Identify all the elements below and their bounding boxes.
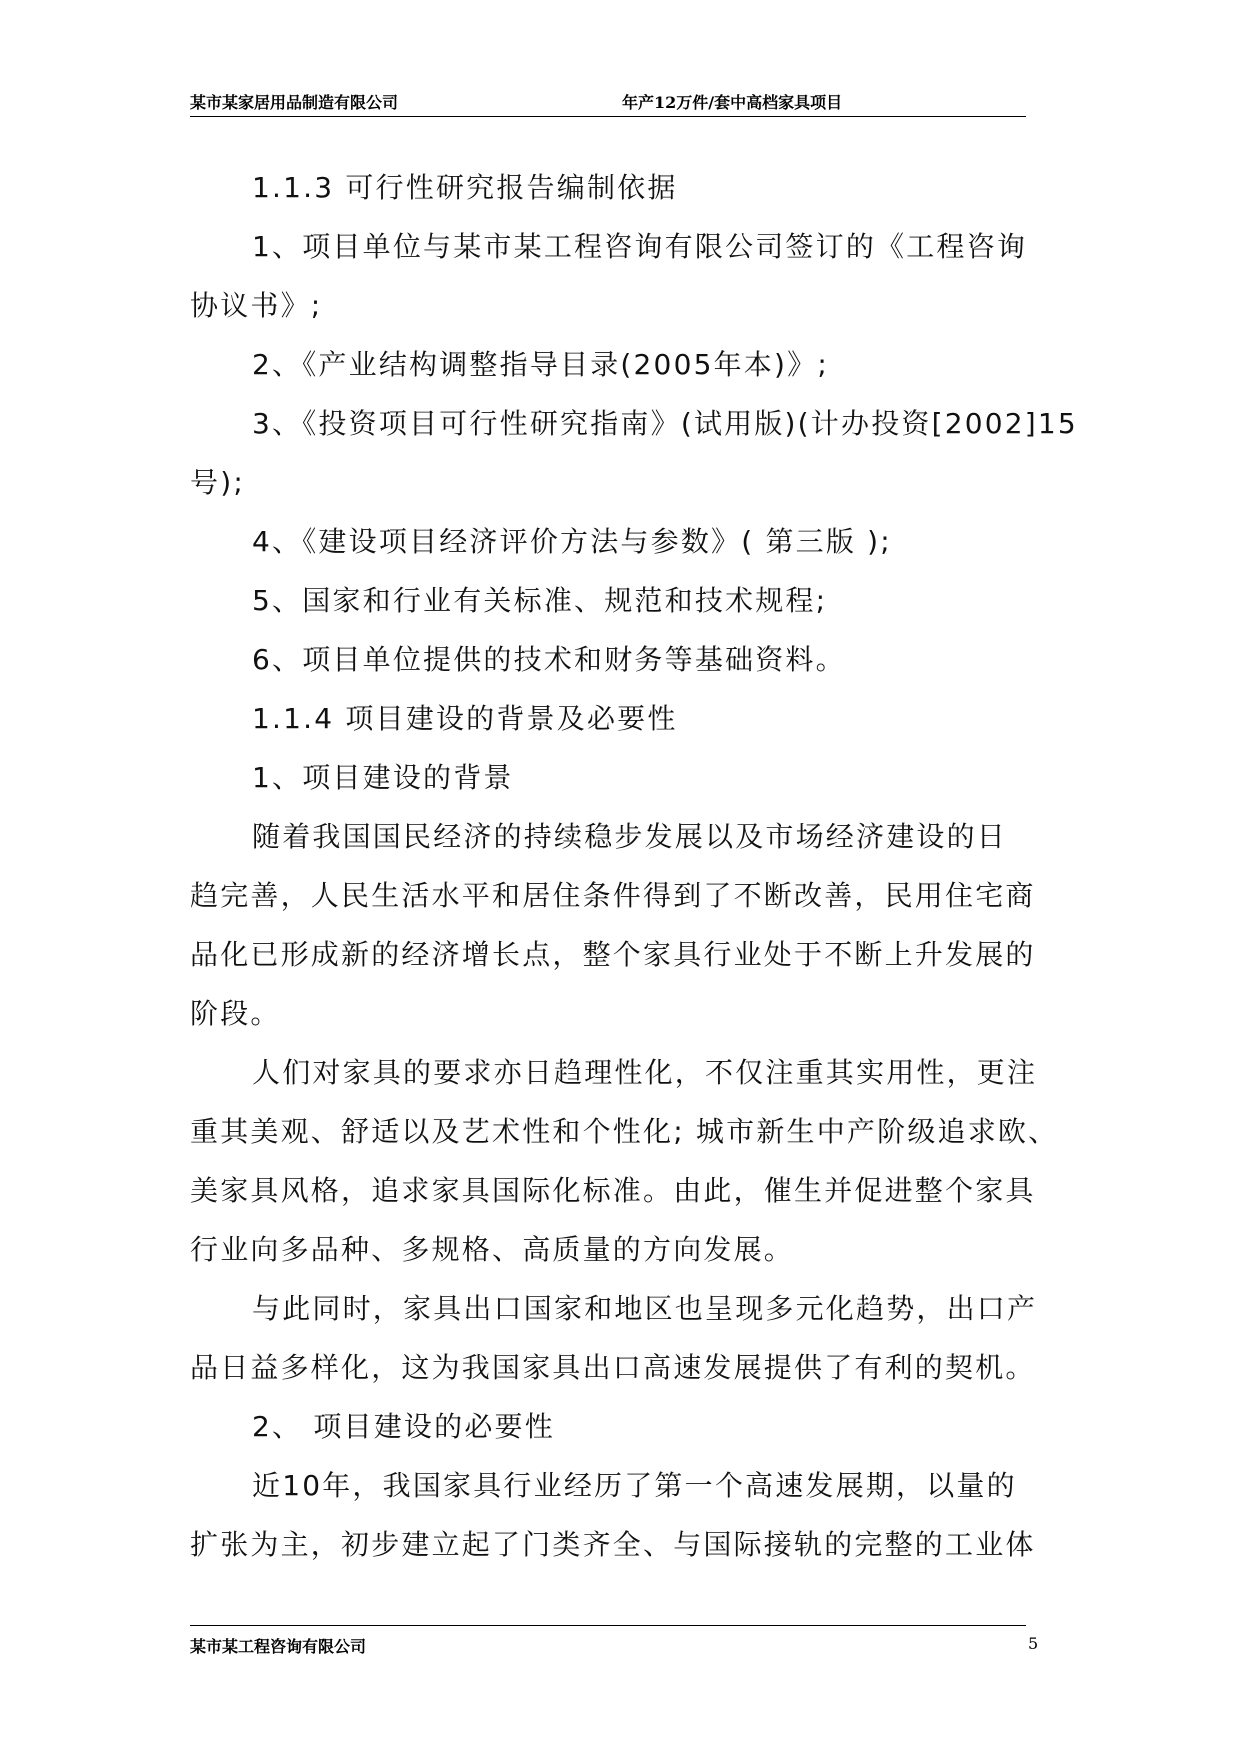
header-company: 某市某家居用品制造有限公司 <box>190 93 399 112</box>
subsection-heading: 1、项目建设的背景 <box>252 761 514 794</box>
paragraph-line: 1、项目单位与某市某工程咨询有限公司签订的《工程咨询 <box>252 230 1028 263</box>
paragraph-line: 阶段。 <box>190 997 281 1030</box>
paragraph-line: 与此同时，家具出口国家和地区也呈现多元化趋势，出口产 <box>252 1292 1038 1325</box>
paragraph-line: 协议书》; <box>190 289 323 322</box>
section-heading: 1.1.3 可行性研究报告编制依据 <box>252 171 678 204</box>
page-header <box>190 86 1026 117</box>
paragraph-line: 3、《投资项目可行性研究指南》(试用版)(计办投资[2002]15 <box>252 407 1078 440</box>
page-footer <box>190 1625 1039 1656</box>
paragraph-line: 美家具风格，追求家具国际化标准。由此，催生并促进整个家具 <box>190 1174 1036 1207</box>
paragraph-line: 随着我国国民经济的持续稳步发展以及市场经济建设的日 <box>252 820 1008 853</box>
paragraph-line: 近10年，我国家具行业经历了第一个高速发展期，以量的 <box>252 1469 1017 1502</box>
header-project: 年产12万件/套中高档家具项目 <box>622 93 843 112</box>
subsection-heading: 2、 项目建设的必要性 <box>252 1410 555 1443</box>
paragraph-line: 人们对家具的要求亦日趋理性化，不仅注重其实用性，更注 <box>252 1056 1038 1089</box>
paragraph-line: 品化已形成新的经济增长点，整个家具行业处于不断上升发展的 <box>190 938 1036 971</box>
paragraph-line: 重其美观、舒适以及艺术性和个性化; 城市新生中产阶级追求欧、 <box>190 1115 1059 1148</box>
paragraph-line: 5、国家和行业有关标准、规范和技术规程; <box>252 584 828 617</box>
footer-company: 某市某工程咨询有限公司 <box>190 1637 367 1656</box>
paragraph-line: 行业向多品种、多规格、高质量的方向发展。 <box>190 1233 795 1266</box>
section-heading: 1.1.4 项目建设的背景及必要性 <box>252 702 678 735</box>
paragraph-line: 趋完善，人民生活水平和居住条件得到了不断改善，民用住宅商 <box>190 879 1036 912</box>
paragraph-line: 2、《产业结构调整指导目录(2005年本)》; <box>252 348 829 381</box>
document-body <box>190 158 1078 1574</box>
page-number: 5 <box>1028 1634 1039 1653</box>
paragraph-line: 扩张为主，初步建立起了门类齐全、与国际接轨的完整的工业体 <box>190 1528 1036 1561</box>
paragraph-line: 6、项目单位提供的技术和财务等基础资料。 <box>252 643 846 676</box>
paragraph-line: 4、《建设项目经济评价方法与参数》( 第三版 ); <box>252 525 892 558</box>
paragraph-line: 品日益多样化，这为我国家具出口高速发展提供了有利的契机。 <box>190 1351 1036 1384</box>
paragraph-line: 号); <box>190 466 245 499</box>
